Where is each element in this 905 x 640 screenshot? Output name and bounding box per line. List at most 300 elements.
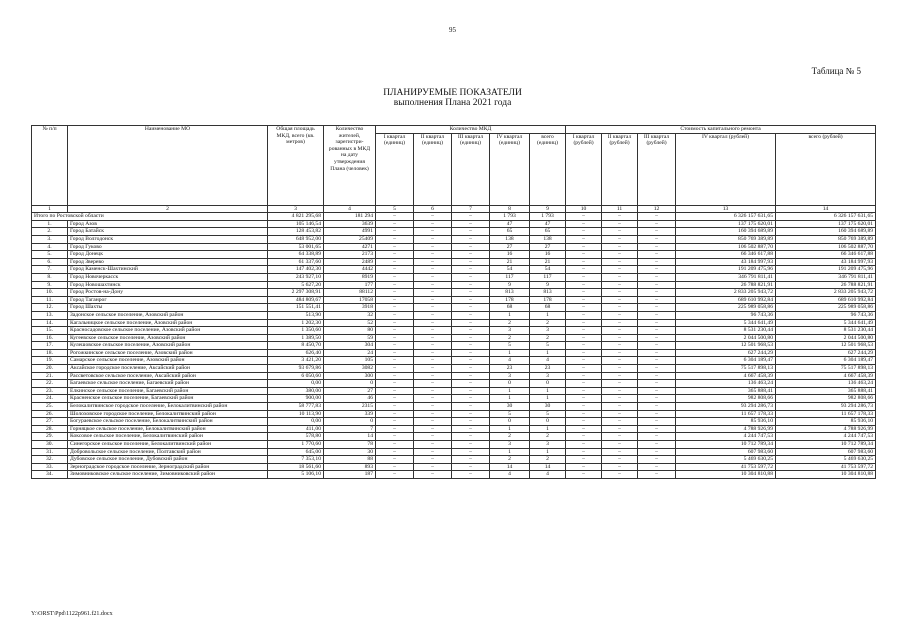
table-cell: 105 xyxy=(324,357,376,365)
table-cell: 4 xyxy=(530,471,566,479)
table-cell: 3918 xyxy=(324,304,376,312)
table-cell: – xyxy=(376,235,414,243)
table-cell: – xyxy=(566,220,602,228)
table-cell: 1 xyxy=(490,448,530,456)
table-cell: 137 175 620,01 xyxy=(776,220,876,228)
table-cell: – xyxy=(566,448,602,456)
table-cell: 893 xyxy=(324,463,376,471)
table-cell: – xyxy=(638,342,676,350)
table-cell: – xyxy=(602,395,638,403)
table-cell: – xyxy=(566,243,602,251)
table-cell: 607 983,60 xyxy=(776,448,876,456)
table-cell: 300 xyxy=(324,372,376,380)
table-cell: 1 xyxy=(530,448,566,456)
table-row xyxy=(32,349,876,357)
table-cell: – xyxy=(602,304,638,312)
row-name: Город Новошахтинск xyxy=(68,281,268,289)
table-cell: – xyxy=(376,471,414,479)
table-cell: – xyxy=(414,235,452,243)
table-row xyxy=(32,433,876,441)
table-cell: 43 184 997,93 xyxy=(676,258,776,266)
header-q2-units: II квартал (единиц) xyxy=(414,133,452,205)
table-cell: – xyxy=(638,471,676,479)
header-q4-rub: IV квартал (рублей) xyxy=(676,133,776,205)
table-cell: 4 xyxy=(490,357,530,365)
table-row xyxy=(32,395,876,403)
table-cell: – xyxy=(414,228,452,236)
table-cell: 5 xyxy=(530,342,566,350)
table-cell: – xyxy=(602,403,638,411)
table-cell: 14 xyxy=(490,463,530,471)
header-q3-units: III квартал (единиц) xyxy=(452,133,490,205)
column-number-row xyxy=(32,205,876,213)
table-cell: – xyxy=(376,365,414,373)
row-name: Город Донецк xyxy=(68,251,268,259)
table-cell: – xyxy=(566,266,602,274)
row-number: 29. xyxy=(32,433,68,441)
table-cell: – xyxy=(566,258,602,266)
row-name: Кулешовское сельское поселение, Азовский район xyxy=(68,342,268,350)
table-cell: 53 001,65 xyxy=(268,243,324,251)
table-cell: 6 050,60 xyxy=(268,372,324,380)
table-cell: 106 502 887,70 xyxy=(776,243,876,251)
table-cell: – xyxy=(638,319,676,327)
table-cell: – xyxy=(414,296,452,304)
table-row xyxy=(32,365,876,373)
table-cell: – xyxy=(414,289,452,297)
table-cell: – xyxy=(414,425,452,433)
table-cell: – xyxy=(376,403,414,411)
table-cell: 41 753 597,72 xyxy=(676,463,776,471)
table-cell: – xyxy=(376,441,414,449)
table-cell: – xyxy=(452,433,490,441)
table-cell: 88 xyxy=(324,456,376,464)
table-cell: – xyxy=(414,258,452,266)
table-cell: 17058 xyxy=(324,296,376,304)
table-cell: – xyxy=(376,395,414,403)
table-cell: 2 833 205 943,72 xyxy=(676,289,776,297)
table-cell: 850 769 389,89 xyxy=(776,235,876,243)
row-name: Синегорское сельское поселение, Белокалитвинский район xyxy=(68,441,268,449)
table-cell: 813 xyxy=(490,289,530,297)
table-cell: 14 xyxy=(324,433,376,441)
table-cell: 1 389,50 xyxy=(268,334,324,342)
table-cell: – xyxy=(638,441,676,449)
header-residents: Количество жителей, зарегистри-рованных в МКД на дату утверждения Плана (человек) xyxy=(324,126,376,206)
table-cell: – xyxy=(414,433,452,441)
row-number: 2. xyxy=(32,228,68,236)
row-number: 3. xyxy=(32,235,68,243)
table-cell: 2315 xyxy=(324,403,376,411)
header-mkd-group: Количество МКД xyxy=(376,126,566,134)
table-cell: 4 667 458,39 xyxy=(676,372,776,380)
table-cell: – xyxy=(452,425,490,433)
table-cell: 96 743,36 xyxy=(776,311,876,319)
table-cell: 484 809,67 xyxy=(268,296,324,304)
row-number: 21. xyxy=(32,372,68,380)
table-cell: – xyxy=(602,266,638,274)
row-number: 6. xyxy=(32,258,68,266)
header-total-units: всего (единиц) xyxy=(530,133,566,205)
table-cell: – xyxy=(638,243,676,251)
table-cell: 3639 xyxy=(324,220,376,228)
table-cell: – xyxy=(414,327,452,335)
table-cell: – xyxy=(602,213,638,221)
table-cell: 30 xyxy=(324,448,376,456)
table-cell: – xyxy=(638,304,676,312)
table-cell: – xyxy=(602,349,638,357)
table-cell: – xyxy=(566,380,602,388)
row-name: Дубовское сельское поселение, Дубовский район xyxy=(68,456,268,464)
table-cell: – xyxy=(602,220,638,228)
table-cell: – xyxy=(452,441,490,449)
table-row xyxy=(32,266,876,274)
table-cell: – xyxy=(602,380,638,388)
table-cell: 4991 xyxy=(324,228,376,236)
row-name: Город Каменск-Шахтинский xyxy=(68,266,268,274)
table-cell: – xyxy=(566,357,602,365)
table-row xyxy=(32,258,876,266)
table-cell: – xyxy=(376,334,414,342)
table-cell: – xyxy=(638,228,676,236)
table-cell: 25409 xyxy=(324,235,376,243)
table-cell: – xyxy=(414,243,452,251)
row-number: 25. xyxy=(32,403,68,411)
table-cell: – xyxy=(602,433,638,441)
table-cell: 52 xyxy=(324,319,376,327)
table-cell: – xyxy=(638,357,676,365)
table-cell: 75 517 898,13 xyxy=(676,365,776,373)
table-cell: – xyxy=(376,289,414,297)
table-cell: 225 989 058,86 xyxy=(776,304,876,312)
table-cell: – xyxy=(414,213,452,221)
row-name: Город Таганрог xyxy=(68,296,268,304)
table-cell: – xyxy=(566,289,602,297)
column-number: 11 xyxy=(602,205,638,213)
table-cell: – xyxy=(638,387,676,395)
header-q1-units: I квартал (единиц) xyxy=(376,133,414,205)
table-cell: – xyxy=(602,235,638,243)
table-cell: – xyxy=(452,357,490,365)
table-cell: 160 394 689,89 xyxy=(776,228,876,236)
table-cell: – xyxy=(376,213,414,221)
table-cell: 1 xyxy=(530,395,566,403)
table-cell: 177 xyxy=(324,281,376,289)
table-cell: – xyxy=(638,380,676,388)
table-cell: – xyxy=(452,228,490,236)
table-cell: – xyxy=(414,251,452,259)
row-number: 8. xyxy=(32,273,68,281)
table-cell: 648 952,00 xyxy=(268,235,324,243)
table-cell: 54 xyxy=(490,266,530,274)
table-row xyxy=(32,311,876,319)
table-cell: 2 xyxy=(490,334,530,342)
table-row xyxy=(32,342,876,350)
row-name: Кагальницкое сельское поселение, Азовский район xyxy=(68,319,268,327)
table-cell: 117 xyxy=(490,273,530,281)
table-cell: 0 xyxy=(490,380,530,388)
column-number: 2 xyxy=(68,205,268,213)
table-cell: – xyxy=(414,304,452,312)
table-cell: 5 469 630,25 xyxy=(776,456,876,464)
table-cell: – xyxy=(376,243,414,251)
table-cell: 187 xyxy=(324,471,376,479)
table-cell: 27 xyxy=(490,243,530,251)
table-cell: – xyxy=(566,296,602,304)
row-name: Город Ростов-на-Дону xyxy=(68,289,268,297)
table-row xyxy=(32,235,876,243)
table-cell: 8919 xyxy=(324,273,376,281)
row-number: 10. xyxy=(32,289,68,297)
table-cell: 4 244 747,53 xyxy=(776,433,876,441)
table-cell: – xyxy=(638,365,676,373)
table-cell: – xyxy=(452,281,490,289)
table-cell: 4 788 926,99 xyxy=(776,425,876,433)
table-cell: 3 421,20 xyxy=(268,357,324,365)
row-number: 27. xyxy=(32,418,68,426)
table-cell: – xyxy=(602,448,638,456)
table-cell: 1 xyxy=(530,311,566,319)
table-cell: – xyxy=(376,349,414,357)
table-cell: – xyxy=(452,319,490,327)
table-row xyxy=(32,304,876,312)
table-cell: – xyxy=(414,471,452,479)
table-cell: 14 xyxy=(530,463,566,471)
table-cell: – xyxy=(452,304,490,312)
title-line-1: ПЛАНИРУЕМЫЕ ПОКАЗАТЕЛИ xyxy=(383,88,522,98)
table-cell: 64 338,89 xyxy=(268,251,324,259)
table-cell: 68 xyxy=(530,304,566,312)
table-cell: – xyxy=(602,296,638,304)
table-cell: 5 106,10 xyxy=(268,471,324,479)
table-cell: 0,00 xyxy=(268,418,324,426)
table-cell: – xyxy=(376,410,414,418)
row-name: Белокалитвинское городское поселение, Белокалитвинский район xyxy=(68,403,268,411)
table-cell: 68 xyxy=(490,304,530,312)
row-name: Багаевское сельское поселение, Багаевский район xyxy=(68,380,268,388)
table-cell: 411,00 xyxy=(268,425,324,433)
table-cell: 138 xyxy=(530,235,566,243)
row-name: Красносадовское сельское поселение, Азовский район xyxy=(68,327,268,335)
column-number: 8 xyxy=(490,205,530,213)
table-row xyxy=(32,372,876,380)
table-cell: – xyxy=(414,334,452,342)
table-cell: 65 xyxy=(530,228,566,236)
table-cell: – xyxy=(452,235,490,243)
table-cell: 3 xyxy=(530,372,566,380)
row-number: 30. xyxy=(32,441,68,449)
table-row xyxy=(32,281,876,289)
header-area: Общая площадь МКД, всего (кв. метров) xyxy=(268,126,324,206)
table-cell: 12 501 968,53 xyxy=(676,342,776,350)
table-cell: – xyxy=(414,395,452,403)
row-name: Город Зверево xyxy=(68,258,268,266)
row-number: 12. xyxy=(32,304,68,312)
table-cell: – xyxy=(566,349,602,357)
table-cell: 93 679,86 xyxy=(268,365,324,373)
column-number: 14 xyxy=(776,205,876,213)
table-cell: – xyxy=(602,410,638,418)
table-cell: – xyxy=(452,380,490,388)
table-cell: 2 xyxy=(530,319,566,327)
row-name: Город Батайск xyxy=(68,228,268,236)
table-cell: 513,90 xyxy=(268,311,324,319)
table-cell: – xyxy=(566,342,602,350)
table-cell: 16 xyxy=(530,251,566,259)
table-cell: – xyxy=(376,448,414,456)
table-cell: 1 770,60 xyxy=(268,441,324,449)
table-cell: – xyxy=(602,243,638,251)
table-cell: – xyxy=(566,418,602,426)
plan-table xyxy=(31,125,876,479)
table-row xyxy=(32,251,876,259)
table-cell: 2 044 500,80 xyxy=(676,334,776,342)
table-cell: – xyxy=(638,251,676,259)
table-cell: – xyxy=(566,251,602,259)
table-cell: 21 xyxy=(530,258,566,266)
table-cell: – xyxy=(638,281,676,289)
table-cell: 10 712 789,34 xyxy=(776,441,876,449)
header-q3-rub: III квартал (рублей) xyxy=(638,133,676,205)
table-cell: – xyxy=(602,372,638,380)
table-cell: – xyxy=(452,418,490,426)
table-cell: 47 xyxy=(530,220,566,228)
table-cell: – xyxy=(638,349,676,357)
table-cell: 191 209 475,96 xyxy=(776,266,876,274)
row-number: 7. xyxy=(32,266,68,274)
table-cell: – xyxy=(602,327,638,335)
table-cell: 61 337,60 xyxy=(268,258,324,266)
table-cell: 2 xyxy=(490,433,530,441)
table-cell: 4 244 747,53 xyxy=(676,433,776,441)
table-cell: 7 353,10 xyxy=(268,456,324,464)
table-row xyxy=(32,334,876,342)
table-cell: 0 xyxy=(530,418,566,426)
table-cell: – xyxy=(414,463,452,471)
table-cell: – xyxy=(602,334,638,342)
table-cell: 365 888,41 xyxy=(676,387,776,395)
page-number: 95 xyxy=(449,26,456,34)
table-cell: – xyxy=(414,448,452,456)
table-cell: – xyxy=(414,273,452,281)
table-row xyxy=(32,380,876,388)
table-cell: 5 xyxy=(530,410,566,418)
row-number: 18. xyxy=(32,349,68,357)
column-number: 7 xyxy=(452,205,490,213)
row-number: 19. xyxy=(32,357,68,365)
table-cell: – xyxy=(376,273,414,281)
row-name: Рассветовское сельское поселение, Аксайский район xyxy=(68,372,268,380)
table-cell: 117 xyxy=(530,273,566,281)
table-cell: 96 743,36 xyxy=(676,311,776,319)
table-row xyxy=(32,403,876,411)
table-cell: 11 657 178,33 xyxy=(776,410,876,418)
table-cell: – xyxy=(638,395,676,403)
table-cell: 59 xyxy=(324,334,376,342)
table-cell: – xyxy=(414,387,452,395)
row-name: Город Гуково xyxy=(68,243,268,251)
table-cell: 607 983,60 xyxy=(676,448,776,456)
table-cell: 160 394 689,89 xyxy=(676,228,776,236)
table-row xyxy=(32,319,876,327)
row-name: Город Волгодонск xyxy=(68,235,268,243)
table-cell: 4271 xyxy=(324,243,376,251)
table-cell: – xyxy=(452,349,490,357)
table-row xyxy=(32,456,876,464)
table-cell: 689 610 992,84 xyxy=(676,296,776,304)
table-cell: – xyxy=(452,403,490,411)
table-cell: 10 113,90 xyxy=(268,410,324,418)
table-cell: – xyxy=(566,228,602,236)
header-num: № п/п xyxy=(32,126,68,206)
table-cell: 12 501 968,53 xyxy=(776,342,876,350)
table-row xyxy=(32,448,876,456)
table-cell: – xyxy=(566,433,602,441)
row-number: 17. xyxy=(32,342,68,350)
table-cell: 346 791 811,41 xyxy=(676,273,776,281)
table-cell: – xyxy=(452,410,490,418)
table-cell: 9 xyxy=(490,281,530,289)
table-row xyxy=(32,228,876,236)
table-cell: – xyxy=(566,365,602,373)
table-cell: – xyxy=(602,273,638,281)
table-cell: 78 xyxy=(324,441,376,449)
header-q2-rub: II квартал (рублей) xyxy=(602,133,638,205)
table-cell: 982 808,66 xyxy=(776,395,876,403)
table-cell: 147 402,30 xyxy=(268,266,324,274)
table-cell: 41 753 597,72 xyxy=(776,463,876,471)
table-cell: 1 793 xyxy=(490,213,530,221)
table-cell: – xyxy=(638,433,676,441)
row-number: 34. xyxy=(32,471,68,479)
table-cell: 2 xyxy=(490,456,530,464)
table-cell: 10 304 810,88 xyxy=(776,471,876,479)
table-cell: 225 989 058,86 xyxy=(676,304,776,312)
table-cell: – xyxy=(414,372,452,380)
table-cell: – xyxy=(638,372,676,380)
table-cell: 850 769 389,89 xyxy=(676,235,776,243)
column-number: 6 xyxy=(414,205,452,213)
table-cell: 93 294 286,73 xyxy=(676,403,776,411)
table-cell: – xyxy=(452,251,490,259)
table-cell: – xyxy=(376,463,414,471)
table-cell: – xyxy=(566,403,602,411)
table-cell: – xyxy=(414,281,452,289)
table-cell: – xyxy=(566,456,602,464)
table-cell: – xyxy=(602,441,638,449)
table-cell: – xyxy=(602,289,638,297)
table-cell: 813 xyxy=(530,289,566,297)
table-cell: – xyxy=(602,365,638,373)
table-cell: 645,00 xyxy=(268,448,324,456)
table-cell: – xyxy=(414,418,452,426)
table-cell: 178 xyxy=(490,296,530,304)
table-cell: – xyxy=(602,342,638,350)
table-cell: 128 453,82 xyxy=(268,228,324,236)
header-q1-rub: I квартал (рублей) xyxy=(566,133,602,205)
table-cell: 10 304 810,88 xyxy=(676,471,776,479)
row-name: Задонское сельское поселение, Азовский район xyxy=(68,311,268,319)
table-cell: – xyxy=(452,395,490,403)
table-cell: 66 346 617,88 xyxy=(776,251,876,259)
table-cell: – xyxy=(638,448,676,456)
table-cell: 1 xyxy=(490,425,530,433)
table-cell: – xyxy=(452,471,490,479)
table-row xyxy=(32,418,876,426)
column-number: 4 xyxy=(324,205,376,213)
table-cell: – xyxy=(602,311,638,319)
column-number: 3 xyxy=(268,205,324,213)
